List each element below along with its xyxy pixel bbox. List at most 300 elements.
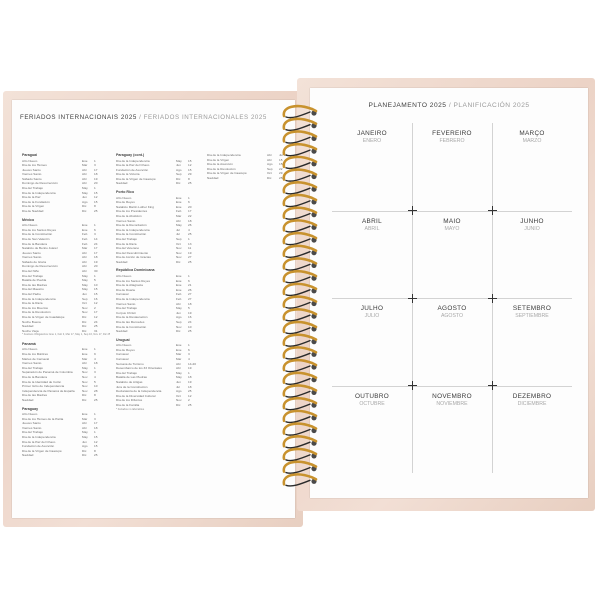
holiday-name: Día de la Independencia bbox=[116, 158, 150, 163]
holiday-name: Día de la Paz del Chaco bbox=[116, 163, 150, 168]
holiday-month: Ago bbox=[82, 444, 88, 449]
holiday-month: May bbox=[82, 282, 88, 287]
holiday-name: Sábado Santo bbox=[22, 176, 42, 181]
holiday-month: May bbox=[82, 190, 88, 195]
holiday-day: 15 bbox=[94, 435, 98, 440]
coil-shadow bbox=[286, 226, 310, 232]
holiday-day: 1 bbox=[94, 273, 96, 278]
month-name-es: JULIO bbox=[364, 313, 380, 319]
holiday-day: 15 bbox=[279, 157, 283, 162]
holiday-name: Año Nuevo bbox=[22, 412, 38, 417]
holiday-month: Nov bbox=[176, 255, 182, 260]
country-heading: México bbox=[22, 217, 35, 222]
holiday-name: Día de la Revolución bbox=[207, 166, 236, 171]
holiday-name: Día de la Raza bbox=[22, 301, 43, 306]
holiday-day: 26 bbox=[188, 287, 192, 292]
holiday-day: 18 bbox=[188, 384, 192, 389]
holiday-day: 15 bbox=[188, 158, 192, 163]
coil-loop bbox=[284, 271, 316, 281]
holiday-day: 1 bbox=[94, 365, 96, 370]
holiday-name: Día de la Bandera bbox=[22, 241, 47, 246]
holiday-name: Día de los Presidentes bbox=[116, 209, 148, 214]
coil-loop bbox=[284, 411, 316, 421]
coil-shadow bbox=[286, 353, 310, 359]
holiday-month: Mar bbox=[82, 416, 88, 421]
holiday-day: 13 bbox=[188, 241, 192, 246]
holiday-day: 1 bbox=[188, 370, 190, 375]
coil-loop bbox=[284, 398, 316, 408]
holiday-day: 19 bbox=[188, 366, 192, 371]
holiday-day: 15 bbox=[94, 444, 98, 449]
holiday-day: 26 bbox=[188, 223, 192, 228]
holiday-day: 12 bbox=[94, 195, 98, 200]
month-name-es: FEBRERO bbox=[439, 138, 465, 144]
holiday-name: Día del Descubrimiento bbox=[116, 250, 149, 255]
holiday-month: Jul bbox=[176, 232, 180, 237]
holiday-day: 30 bbox=[94, 269, 98, 274]
holiday-day: 16 bbox=[94, 296, 98, 301]
holiday-month: Jun bbox=[82, 439, 87, 444]
holidays-title-pt: FERIADOS INTERNACIONAIS 2025 bbox=[20, 114, 137, 121]
holiday-day: Jul 19 bbox=[279, 153, 288, 157]
holiday-day: 25 bbox=[188, 181, 192, 186]
holiday-day: 17 bbox=[94, 250, 98, 255]
holiday-month: Oct bbox=[176, 393, 181, 398]
holiday-name: Día de la Victoria bbox=[116, 172, 140, 177]
country-heading: Panamá bbox=[22, 341, 36, 346]
holiday-month: Dic bbox=[82, 209, 87, 214]
holiday-day: 28 bbox=[94, 388, 98, 393]
holiday-day: 8 bbox=[188, 176, 190, 181]
holiday-day: 18 bbox=[94, 172, 98, 177]
holiday-day: 24 bbox=[188, 319, 192, 324]
holiday-month: Jun bbox=[176, 310, 181, 315]
coil-shadow bbox=[286, 480, 310, 486]
holiday-name: Martes de Carnaval bbox=[22, 356, 49, 361]
holiday-month: Jul bbox=[176, 227, 180, 232]
holiday-day: 5 bbox=[94, 278, 96, 283]
coil-loop bbox=[284, 144, 316, 154]
holiday-name: Día de los Mártires bbox=[22, 352, 48, 357]
holiday-day: 31 bbox=[94, 328, 98, 333]
month-name-pt: AGOSTO bbox=[437, 305, 467, 312]
holiday-day: 9 bbox=[94, 352, 96, 357]
holiday-month: Feb bbox=[176, 296, 182, 301]
holiday-note: * Festivos Obligatorios: Ene 1, Feb 3, Mar 17, May 1, Sep 16, Nov 17, Dic 25 bbox=[22, 333, 110, 337]
holiday-month: May bbox=[82, 186, 88, 191]
holiday-month: Ene bbox=[176, 273, 182, 278]
country-heading: República Dominicana bbox=[116, 268, 155, 273]
holiday-month: Ene bbox=[176, 287, 182, 292]
holiday-month: Abr bbox=[82, 361, 87, 366]
holiday-day: 1 bbox=[188, 273, 190, 278]
holiday-day: 10 bbox=[94, 384, 98, 389]
holiday-day: 25 bbox=[188, 389, 192, 394]
holiday-note: * Feriados no laborables bbox=[116, 407, 145, 411]
holiday-name: Día del Padre bbox=[22, 292, 41, 297]
holiday-name: Día de la Independencia bbox=[116, 296, 150, 301]
holiday-month: Ene bbox=[82, 412, 88, 417]
holiday-month: Ene bbox=[176, 283, 182, 288]
holiday-day: 1 bbox=[94, 412, 96, 417]
holiday-month: Abr bbox=[82, 250, 87, 255]
holiday-name: Día de Acción de Gracias bbox=[116, 255, 151, 260]
holiday-name: Viernes Santo bbox=[22, 255, 42, 260]
holiday-month: Abr bbox=[176, 301, 181, 306]
holiday-name: Día de la Independencia bbox=[22, 190, 56, 195]
month-name-pt: JANEIRO bbox=[357, 130, 387, 137]
holiday-name: Día de la Recordación bbox=[116, 223, 147, 228]
month-name-es: AGOSTO bbox=[440, 313, 464, 319]
holiday-month: Abr bbox=[82, 421, 87, 426]
month-name-pt: NOVEMBRO bbox=[432, 392, 472, 400]
holiday-name: Día de la Bandera bbox=[22, 375, 47, 380]
holiday-name: Navidad bbox=[22, 324, 34, 329]
holiday-month: Dic bbox=[82, 398, 87, 402]
holiday-day: 20 bbox=[188, 204, 192, 209]
holiday-day: 25 bbox=[188, 259, 192, 264]
coil-loop bbox=[284, 347, 316, 357]
holiday-name: Día del Trabajo bbox=[116, 306, 137, 311]
month-name-es: SEPTIEMBRE bbox=[515, 313, 549, 319]
holiday-day: 8 bbox=[94, 448, 96, 453]
holiday-name: Día de la Virgen de Guadalupe bbox=[22, 315, 65, 319]
holiday-month: Abr bbox=[82, 167, 87, 172]
holiday-day: 19 bbox=[188, 310, 192, 315]
holiday-day: 6 bbox=[94, 227, 96, 232]
holiday-month: Ene bbox=[82, 158, 88, 163]
holiday-day: 18 bbox=[188, 218, 192, 223]
holiday-day: 2 bbox=[94, 305, 96, 310]
holiday-name: Navidad bbox=[207, 175, 219, 180]
holiday-name: Día del Trabajo bbox=[22, 365, 43, 370]
planning-title: PLANEJAMENTO 2025 / PLANIFICACIÓN 2025 bbox=[368, 102, 530, 109]
holiday-day: 25 bbox=[279, 175, 283, 180]
holiday-month: Feb bbox=[82, 236, 88, 241]
holiday-month: May bbox=[82, 278, 88, 283]
holiday-month: Nov bbox=[176, 324, 182, 329]
holiday-day: 29 bbox=[188, 172, 192, 177]
holiday-name: Día de la Paz del Chaco bbox=[22, 439, 56, 444]
holiday-day: 18 bbox=[94, 361, 98, 366]
coil-shadow bbox=[286, 201, 310, 207]
holiday-month: Oct bbox=[82, 301, 87, 306]
holiday-day: 3 bbox=[94, 163, 96, 168]
holiday-month: Abr bbox=[267, 157, 272, 162]
holidays-title: FERIADOS INTERNACIONAIS 2025 / FERIADOS INTERNACIONALES 2025 bbox=[20, 114, 267, 121]
holiday-name: Día de la Abolición bbox=[116, 213, 142, 218]
month-name-es: MARZO bbox=[522, 138, 542, 144]
holiday-month: Abr bbox=[82, 172, 87, 177]
holiday-name: Domingo de Resurrección bbox=[22, 181, 58, 186]
holiday-month: Sep bbox=[82, 296, 88, 301]
holiday-name: Día de la Constitución bbox=[22, 232, 53, 237]
holiday-day: 19 bbox=[188, 250, 192, 255]
coil-shadow bbox=[286, 188, 310, 194]
holiday-month: Mar bbox=[82, 163, 88, 168]
holiday-day: 1 bbox=[94, 186, 96, 191]
planning-title-es: PLANIFICACIÓN 2025 bbox=[453, 102, 530, 109]
holiday-day: 25 bbox=[94, 398, 98, 402]
holiday-month: Dic bbox=[176, 181, 181, 186]
holiday-day: 1 bbox=[94, 347, 96, 352]
month-name-es: ENERO bbox=[362, 138, 382, 144]
holiday-month: Dic bbox=[82, 393, 87, 398]
holiday-month: Abr bbox=[82, 181, 87, 186]
holiday-day: 25 bbox=[94, 324, 98, 329]
holiday-name: Día de Duarte bbox=[116, 287, 136, 292]
country-heading: Paraguai bbox=[22, 153, 38, 157]
holiday-name: Día de la Revolución bbox=[22, 310, 51, 315]
holiday-month: Mar bbox=[82, 246, 88, 251]
holiday-name: Día de Reyes bbox=[116, 347, 135, 352]
holiday-name: Carnaval bbox=[116, 292, 129, 297]
holiday-name: Navidad bbox=[22, 398, 34, 402]
holiday-name: Día de la Constitución bbox=[116, 324, 147, 329]
holiday-month: Ene bbox=[82, 352, 88, 357]
coil-loop bbox=[284, 246, 316, 256]
holiday-name: Día de la Virgen bbox=[22, 204, 45, 209]
coil-loop bbox=[284, 474, 316, 484]
holiday-name: Fundación de Asunción bbox=[22, 444, 55, 449]
month-name-pt: MARÇO bbox=[519, 130, 545, 137]
holiday-name: Día de la Independencia bbox=[22, 296, 56, 301]
holiday-day: 15 bbox=[188, 167, 192, 172]
holiday-name: Día de los Santos Reyes bbox=[116, 278, 151, 283]
holiday-month: Mar bbox=[176, 356, 182, 361]
coil-loop bbox=[284, 436, 316, 446]
holiday-month: May bbox=[176, 375, 182, 380]
holiday-month: Sep bbox=[176, 319, 182, 324]
holiday-day: 15 bbox=[279, 162, 283, 167]
holiday-name: Día de San Valentín bbox=[22, 236, 50, 241]
holiday-name: Jura de la Constitución bbox=[116, 384, 148, 389]
holiday-name: Día de los Héroes de la Patria bbox=[22, 416, 64, 421]
coil-shadow bbox=[286, 277, 310, 283]
holiday-day: 11 bbox=[188, 246, 192, 251]
holiday-month: Nov bbox=[82, 370, 88, 375]
coil-shadow bbox=[286, 468, 310, 474]
holiday-day: 25 bbox=[188, 402, 192, 407]
holiday-name: Día del Niño bbox=[22, 269, 40, 274]
holiday-day: 10 bbox=[94, 282, 98, 287]
holiday-name: Separación de Panamá de Colombia bbox=[22, 370, 73, 375]
holiday-month: Dic bbox=[176, 259, 181, 264]
month-name-es: NOVIEMBRE bbox=[436, 400, 468, 407]
holiday-name: Día de la Fundación bbox=[22, 199, 50, 204]
holiday-day: 6 bbox=[188, 347, 190, 352]
holiday-name: Día de la Virgen de Caacupé bbox=[116, 176, 156, 181]
holiday-name: Día de las Madres bbox=[22, 393, 48, 398]
month-name-pt: SETEMBRO bbox=[512, 305, 552, 312]
holiday-name: Día de los Muertos bbox=[22, 305, 48, 310]
holiday-name: Día del Trabajo bbox=[22, 186, 43, 191]
coil-shadow bbox=[286, 112, 310, 118]
holiday-day: 27 bbox=[188, 296, 192, 301]
coil-shadow bbox=[286, 125, 310, 131]
holiday-day: 18 bbox=[188, 375, 192, 380]
holiday-day: 12 bbox=[188, 163, 192, 168]
holiday-name: Noche Vieja bbox=[22, 328, 39, 333]
holiday-month: Mar bbox=[176, 213, 182, 218]
holiday-day: 20 bbox=[94, 264, 98, 269]
holiday-name: Jueves Santo bbox=[22, 167, 41, 172]
holiday-month: Oct bbox=[267, 171, 272, 176]
coil-loop bbox=[284, 360, 316, 370]
holiday-month: Ene bbox=[176, 195, 182, 200]
holiday-month: Nov bbox=[82, 310, 88, 315]
holiday-day: 21 bbox=[188, 283, 192, 288]
holiday-day: 15 bbox=[94, 199, 98, 204]
holiday-day: 27 bbox=[188, 292, 192, 297]
holiday-day: 4 bbox=[188, 356, 190, 361]
holiday-month: Feb bbox=[176, 209, 182, 214]
holiday-day: 1 bbox=[188, 236, 190, 241]
month-name-pt: JUNHO bbox=[520, 217, 544, 225]
holiday-month: Dic bbox=[82, 453, 87, 458]
holiday-name: Año Nuevo bbox=[22, 223, 38, 228]
holiday-month: Abr bbox=[82, 255, 87, 260]
holiday-month: Feb bbox=[82, 241, 88, 246]
month-name-pt: MAIO bbox=[443, 217, 461, 225]
coil-shadow bbox=[286, 252, 310, 258]
holiday-day: 1 bbox=[94, 430, 96, 435]
holiday-name: Natalicio de Artigas bbox=[116, 379, 143, 384]
planning-title-pt: PLANEJAMENTO 2025 bbox=[368, 102, 447, 109]
holiday-day: 15 bbox=[94, 190, 98, 195]
coil-shadow bbox=[286, 379, 310, 385]
holiday-name: Día de la Restauración bbox=[116, 315, 148, 320]
holiday-month: May bbox=[82, 435, 88, 440]
coil-loop bbox=[284, 182, 316, 192]
coil-shadow bbox=[286, 366, 310, 372]
holiday-month: Sep bbox=[176, 236, 182, 241]
coil-loop bbox=[284, 386, 316, 396]
holiday-month: Nov bbox=[82, 388, 88, 393]
holiday-month: Abr bbox=[82, 259, 87, 264]
holiday-name: Domingo de Resurrección bbox=[22, 264, 58, 269]
holiday-month: Abr bbox=[82, 425, 87, 430]
holiday-day: 19 bbox=[188, 379, 192, 384]
holiday-day: 18 bbox=[94, 255, 98, 260]
coil-shadow bbox=[286, 404, 310, 410]
holiday-name: Primer Grito de Independencia bbox=[22, 384, 65, 389]
holiday-day: 5 bbox=[94, 379, 96, 384]
coil-loop bbox=[284, 208, 316, 218]
country-heading: Paraguay (cont.) bbox=[116, 153, 145, 157]
coil-loop bbox=[284, 424, 316, 434]
holiday-day: 19 bbox=[94, 176, 98, 181]
holiday-name: Viernes Santo bbox=[116, 218, 136, 223]
coil-loop bbox=[284, 449, 316, 459]
holiday-name: Día de la Asunción bbox=[207, 162, 233, 167]
holiday-day: 6 bbox=[188, 278, 190, 283]
holiday-name: Noche Buena bbox=[22, 319, 41, 324]
holiday-name: Día de la Raza bbox=[116, 241, 137, 246]
coil-shadow bbox=[286, 328, 310, 334]
holiday-month: Nov bbox=[82, 379, 88, 384]
holiday-month: Dic bbox=[82, 448, 87, 453]
holiday-month: Abr bbox=[176, 361, 181, 366]
holiday-name: Natalicio de Benito Juárez bbox=[22, 246, 58, 251]
holiday-name: Carnaval bbox=[116, 356, 129, 361]
holiday-day: 6 bbox=[188, 200, 190, 205]
holiday-name: Día de la Altagracia bbox=[116, 283, 143, 288]
holiday-month: Mar bbox=[82, 356, 88, 361]
holiday-day: 1 bbox=[94, 223, 96, 228]
holiday-day: 22 bbox=[279, 166, 283, 171]
holiday-month: Ago bbox=[82, 199, 88, 204]
month-name-es: JUNIO bbox=[524, 225, 540, 232]
holiday-name: Día del Maestro bbox=[22, 287, 44, 292]
holiday-day: 25 bbox=[94, 453, 98, 458]
holiday-name: Día de la Constitución bbox=[116, 232, 147, 237]
holiday-month: Dic bbox=[82, 204, 87, 209]
holiday-name: Día del Trabajo bbox=[116, 236, 137, 241]
holiday-month: Jun bbox=[82, 292, 87, 297]
holiday-day: 4 bbox=[94, 375, 96, 380]
holiday-month: Dic bbox=[176, 402, 181, 407]
holiday-day: 17 bbox=[94, 167, 98, 172]
holiday-name: Jueves Santo bbox=[22, 421, 41, 426]
holiday-name: Día de la Virgen bbox=[207, 157, 230, 162]
holiday-month: Ago bbox=[176, 167, 182, 172]
holiday-month: Ago bbox=[176, 389, 182, 394]
holiday-day: 12 bbox=[94, 315, 98, 319]
holiday-month: Abr bbox=[82, 264, 87, 269]
holiday-day: 1 bbox=[94, 158, 96, 163]
holiday-name: Semana de Turismo bbox=[116, 361, 144, 366]
month-name-pt: FEVEREIRO bbox=[432, 130, 472, 137]
holiday-month: Ago bbox=[176, 315, 182, 320]
holiday-day: 14-20 bbox=[188, 361, 196, 366]
holiday-day: 16 bbox=[188, 315, 192, 320]
holiday-day: 4 bbox=[188, 227, 190, 232]
holiday-day: 18 bbox=[94, 425, 98, 430]
holiday-day: 3 bbox=[94, 416, 96, 421]
holiday-month: Abr bbox=[176, 366, 181, 371]
holiday-day: 1 bbox=[188, 343, 190, 348]
holiday-day: 20 bbox=[94, 181, 98, 186]
holiday-name: Día del Trabajo bbox=[22, 273, 43, 278]
coil-shadow bbox=[286, 391, 310, 397]
holiday-day: 12 bbox=[94, 439, 98, 444]
holiday-name: Día de los Difuntos bbox=[116, 398, 143, 403]
holiday-month: May bbox=[176, 370, 182, 375]
holiday-name: Día de la Familia bbox=[116, 402, 140, 407]
holiday-month: Dic bbox=[82, 319, 87, 324]
holiday-month: Ene bbox=[176, 278, 182, 283]
holiday-name: Desembarco de los 33 Orientales bbox=[116, 366, 162, 371]
holiday-month: May bbox=[176, 158, 182, 163]
holiday-month: Ene bbox=[82, 223, 88, 228]
holiday-name: Día de la Diversidad Cultural bbox=[116, 393, 156, 398]
holiday-name: Día del Trabajo bbox=[116, 370, 137, 375]
holiday-day: 8 bbox=[94, 204, 96, 209]
holiday-day: 1 bbox=[188, 195, 190, 200]
holiday-name: Día del Veterano bbox=[116, 246, 140, 251]
coil-shadow bbox=[286, 239, 310, 245]
holiday-day: 17 bbox=[94, 421, 98, 426]
holiday-day: 18 bbox=[188, 301, 192, 306]
coil-loop bbox=[284, 233, 316, 243]
coil-shadow bbox=[286, 137, 310, 143]
month-name-pt: OUTUBRO bbox=[354, 392, 390, 400]
coil-loop bbox=[284, 462, 316, 472]
month-name-es: OCTUBRE bbox=[359, 400, 385, 407]
holiday-name: Día de los Héroes bbox=[22, 163, 47, 168]
holiday-month: Nov bbox=[82, 305, 88, 310]
